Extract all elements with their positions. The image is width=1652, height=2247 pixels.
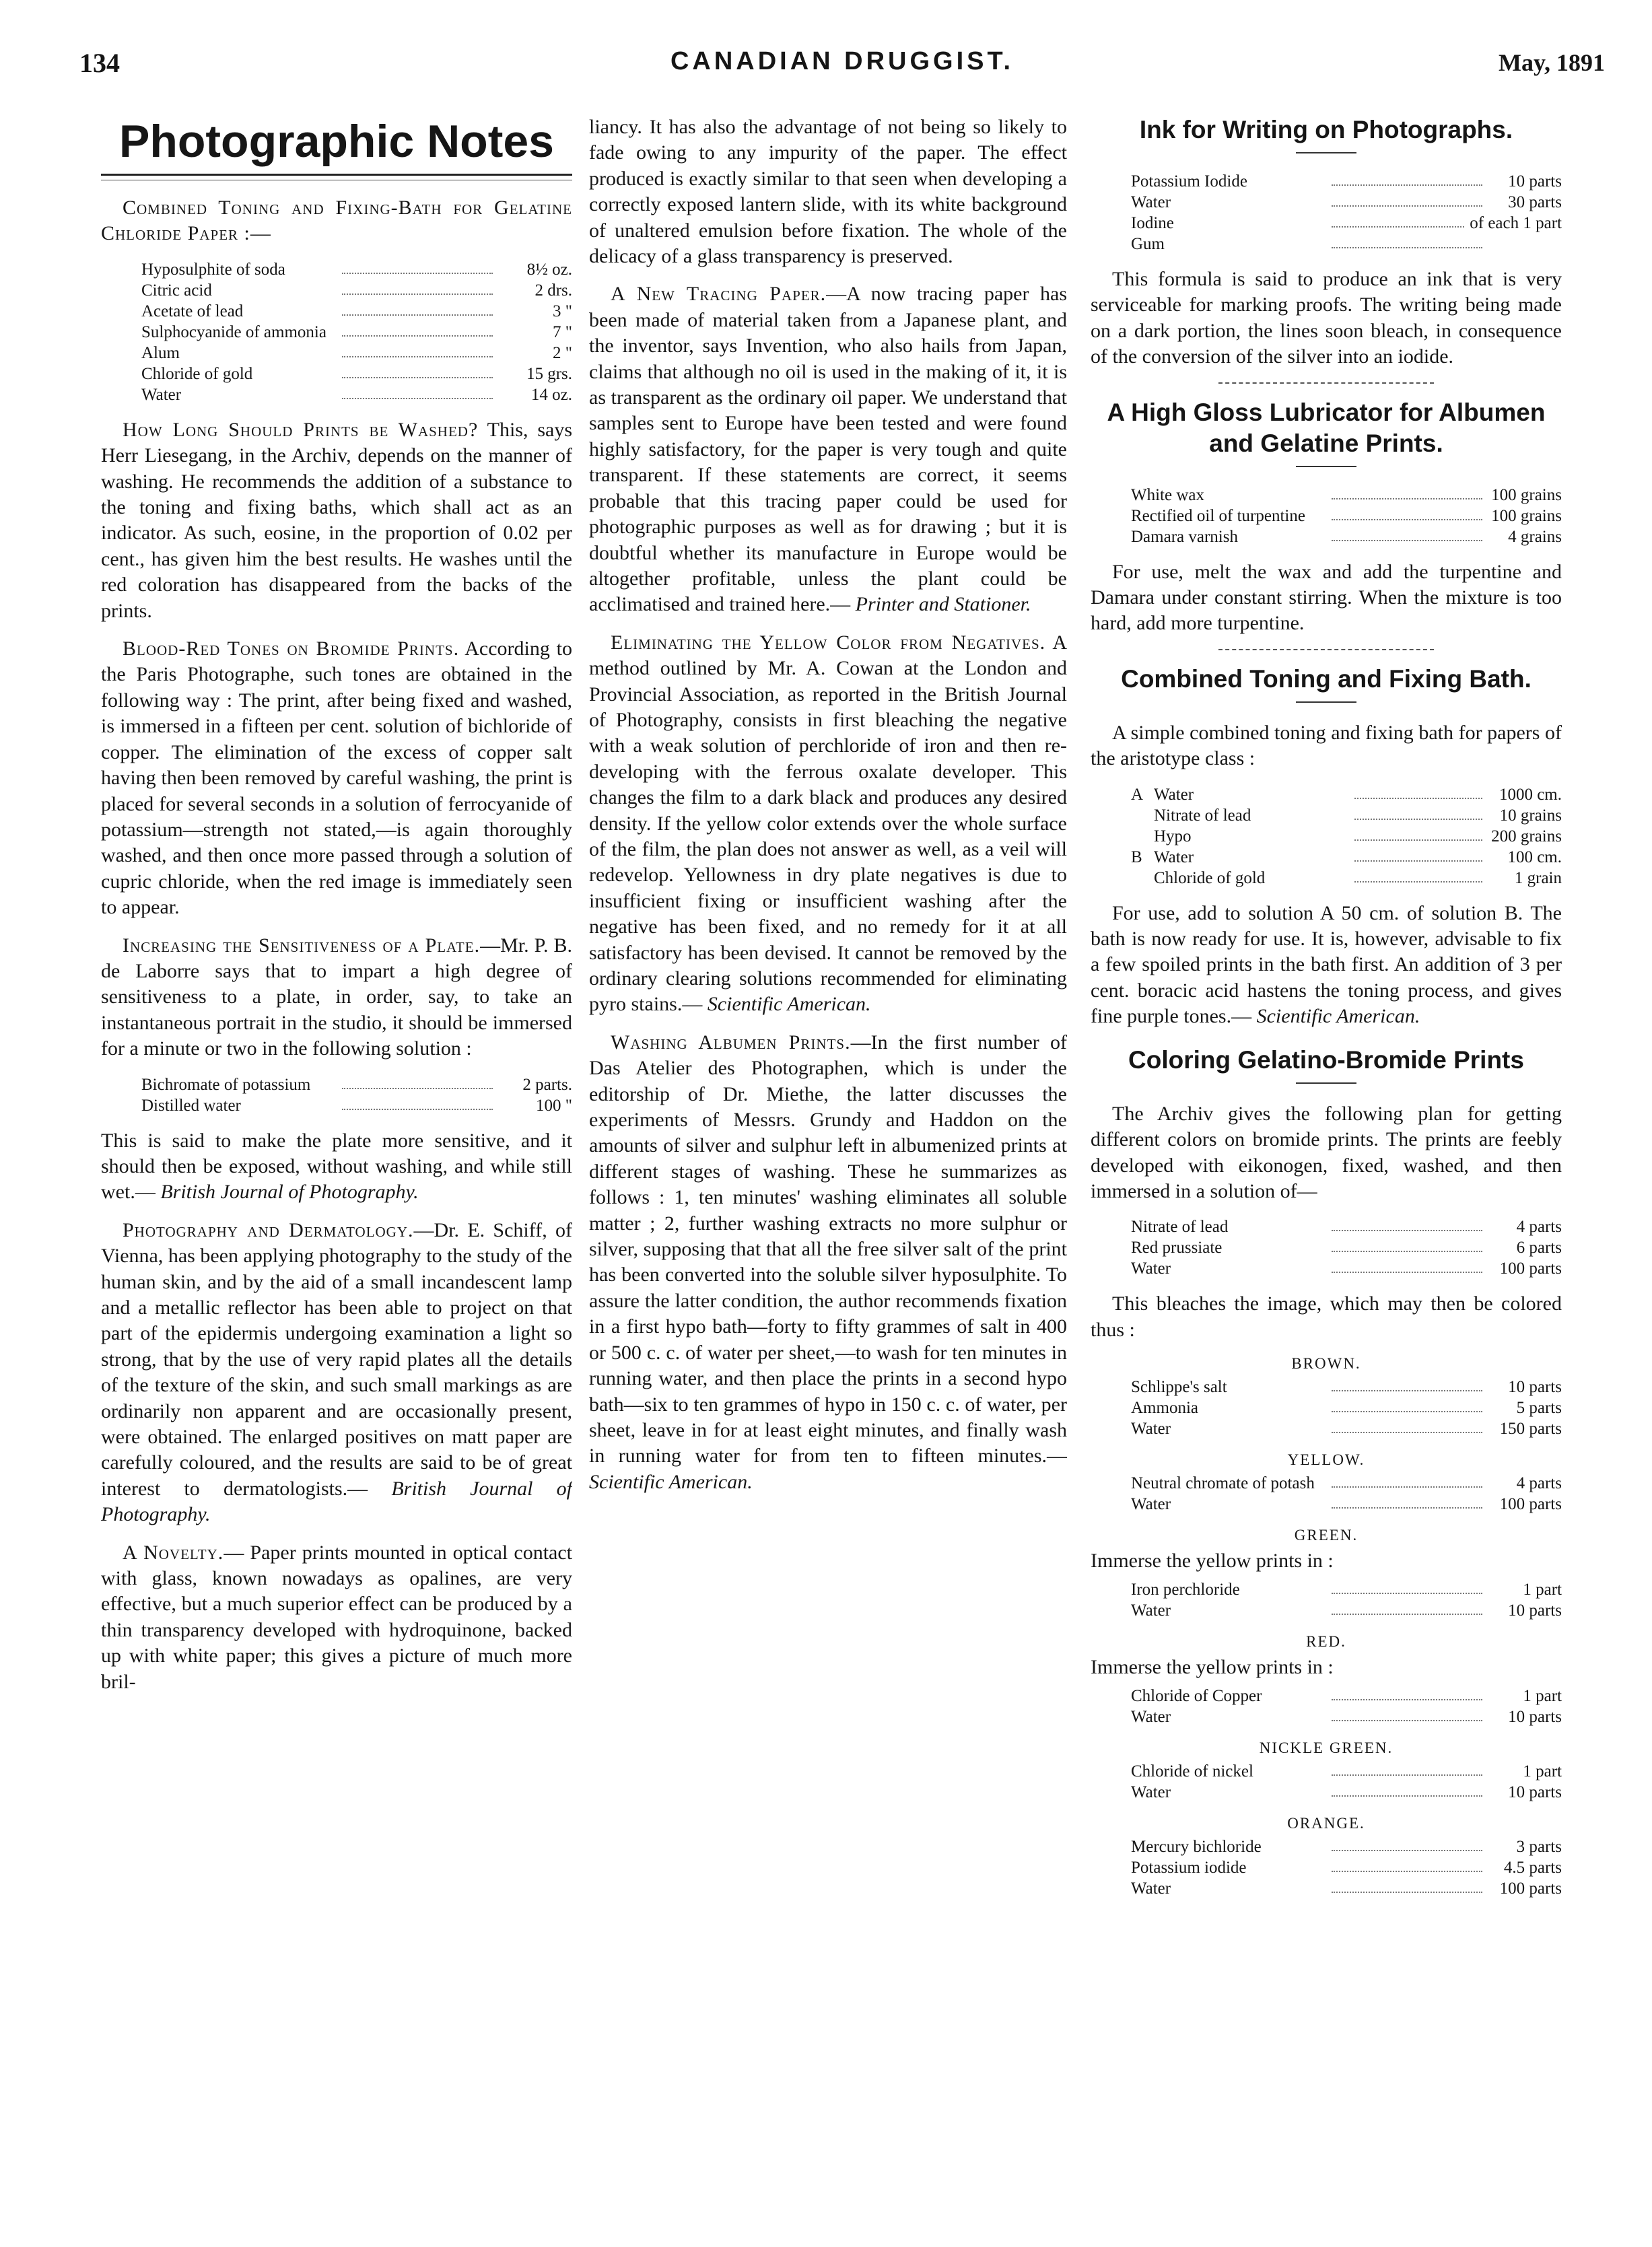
short-rule xyxy=(1296,152,1356,153)
ingredient-name: Chloride of nickel xyxy=(1131,1762,1253,1781)
recipe-row xyxy=(1131,1836,1562,1857)
recipe-label: A xyxy=(1131,785,1144,804)
recipe-row xyxy=(1131,1761,1562,1782)
ingredient-amount: 100 " xyxy=(536,1096,572,1115)
article-heading: Combined Toning and Fixing-Bath for Gelatine Chloride Paper :— xyxy=(101,197,572,245)
recipe-row xyxy=(1131,192,1562,213)
article-source: Scientific American. xyxy=(707,993,871,1016)
ingredient-amount: 7 " xyxy=(553,322,572,341)
leader-dots xyxy=(1332,1878,1482,1893)
instruction-text: Immerse the yellow prints in : xyxy=(1091,1550,1334,1572)
recipe-row xyxy=(1131,1237,1562,1258)
recipe-row xyxy=(141,384,572,405)
leader-dots xyxy=(342,384,493,399)
heading-coloring-prints: Coloring Gelatino-Bromide Prints xyxy=(1128,1045,1524,1074)
color-label-nickle-green: NICKLE GREEN. xyxy=(1259,1739,1393,1757)
ingredient-amount: 3 parts xyxy=(1516,1838,1562,1857)
recipe-table xyxy=(1131,1579,1562,1621)
ingredient-name: Water xyxy=(1154,848,1194,866)
recipe-table xyxy=(141,1074,572,1116)
ingredient-amount: 2 " xyxy=(553,343,572,362)
ingredient-name: Nitrate of lead xyxy=(1154,806,1251,825)
ingredient-name: Sulphocyanide of ammonia xyxy=(141,322,326,341)
article-source: Scientific American. xyxy=(1256,1005,1420,1028)
article-text: This formula is said to produce an ink that is very serviceable for marking proofs. The writing being made on a dark portion, the lines soon bleach, in consequence of the conversion of the silver into an iodide. xyxy=(1091,268,1562,368)
leader-dots xyxy=(1332,1761,1482,1776)
article-tracing-paper xyxy=(589,281,1067,617)
recipe-row xyxy=(1131,1878,1562,1899)
recipe-table xyxy=(1131,1761,1562,1803)
recipe-row xyxy=(1131,1600,1562,1621)
ingredient-name: Water xyxy=(1154,785,1194,804)
leader-dots xyxy=(1332,171,1482,186)
leader-dots xyxy=(1332,1418,1482,1433)
ingredient-amount: 1 part xyxy=(1523,1581,1562,1599)
article-source: British Journal of Photography. xyxy=(160,1181,419,1204)
article-heading: Increasing the Sensitiveness of a Plate. xyxy=(123,934,481,957)
leader-dots xyxy=(342,364,493,378)
leader-dots xyxy=(1354,868,1482,883)
separator-rule xyxy=(1218,649,1434,650)
ingredient-name: Citric acid xyxy=(141,281,212,300)
ingredient-name: Hyposulphite of soda xyxy=(141,260,285,279)
ingredient-amount: 4.5 parts xyxy=(1503,1859,1562,1877)
recipe-label: B xyxy=(1131,848,1142,866)
leader-dots xyxy=(1332,234,1482,248)
leader-dots xyxy=(1332,1377,1482,1391)
recipe-label xyxy=(1131,826,1154,847)
ingredient-amount: 8½ oz. xyxy=(526,260,572,279)
leader-dots xyxy=(342,301,493,316)
ingredient-name: Chloride of gold xyxy=(1154,868,1266,887)
ingredient-name: Chloride of gold xyxy=(141,364,253,383)
article-sensitiveness xyxy=(101,933,572,1062)
ingredient-amount: 4 parts xyxy=(1516,1218,1562,1237)
article-text: —Dr. E. Schiff, of Vienna, has been applying photography to the study of the human skin, and by the aid of a small incandescent lamp and a metallic reflector has been able to project on that part of the epidermis undergoing examination a light so strong, that by the use of very rapid plates all the details of the texture of the skin, and such small markings as are ordinarily non apparent and are occasionally present, were obtained. The enlarged positives on matt paper are carefully coloured, and the results are said to be of great interest to dermatologists.— xyxy=(101,1218,572,1500)
article-text: For use, melt the wax and add the turpentine and Damara under constant stirring. When the mixture is too hard, add more turpentine. xyxy=(1091,560,1562,635)
leader-dots xyxy=(1332,526,1482,541)
article-source: Printer and Stationer. xyxy=(855,593,1031,616)
short-rule xyxy=(1296,701,1356,703)
recipe-label xyxy=(1131,805,1154,826)
recipe-row xyxy=(1131,805,1562,826)
ingredient-name: Water xyxy=(1131,1708,1171,1727)
recipe-row xyxy=(1131,868,1562,889)
ingredient-name: Potassium iodide xyxy=(1131,1859,1247,1877)
leader-dots xyxy=(342,1095,493,1110)
ingredient-amount: 10 parts xyxy=(1508,1783,1562,1802)
recipe-row xyxy=(1131,847,1562,868)
leader-dots xyxy=(1332,1857,1482,1872)
recipe-row xyxy=(141,364,572,384)
leader-dots xyxy=(342,259,493,274)
article-text: —In the first number of Das Atelier des Photographen, which is under the editorship of Dr. Miethe, the latter discusses the experiments of Messrs. Grundy and Haddon on the amounts of silver and sulphur left in albumenized prints at different stages of washing. These he summarizes as follows : 1, ten minutes' washing eliminates all soluble matter ; 2, further washing extracts no more sulphur or silver, supposing that that all the free silver salt of the print has been converted into the soluble silver hyposulphite. To assure the latter condition, the author recommends fixation in a first hypo bath—forty to fifty grammes of salt in 400 or 500 c. c. of water per sheet,—to wash for ten minutes in running water, and then place the prints in a second hypo bath—six to ten grammes of hypo in 150 c. c. of water, per sheet, leave in for at least eight minutes, and finally wash in running water for from ten to fifteen minutes.— xyxy=(589,1031,1067,1467)
instruction-text: Immerse the yellow prints in : xyxy=(1091,1656,1334,1679)
recipe-table xyxy=(1131,1216,1562,1279)
recipe-row xyxy=(1131,1216,1562,1237)
leader-dots xyxy=(1332,1397,1482,1412)
color-label-brown: BROWN. xyxy=(1291,1355,1361,1373)
article-heading: A New Tracing Paper. xyxy=(611,283,827,306)
ingredient-amount: 15 grs. xyxy=(526,364,572,383)
article-continuation xyxy=(101,1128,572,1206)
ingredient-amount: 1000 cm. xyxy=(1499,785,1562,804)
article-heading: A Novelty. xyxy=(123,1541,224,1564)
leader-dots xyxy=(1332,1579,1482,1594)
recipe-row xyxy=(141,322,572,343)
ingredient-name: Water xyxy=(1131,1783,1171,1802)
article-text: This bleaches the image, which may then be colored thus : xyxy=(1091,1292,1562,1341)
ingredient-name: Water xyxy=(141,385,182,404)
recipe-row xyxy=(1131,1473,1562,1494)
article-text: A simple combined toning and fixing bath for papers of the aristotype class : xyxy=(1091,721,1562,770)
leader-dots xyxy=(342,322,493,337)
heading-gloss-lubricator: A High Gloss Lubricator for Albumen and Gelatine Prints. xyxy=(1107,398,1546,457)
ingredient-amount: 100 parts xyxy=(1499,1495,1562,1514)
leader-dots xyxy=(1332,1237,1482,1252)
recipe-row xyxy=(1131,1782,1562,1803)
leader-dots xyxy=(1332,1473,1482,1488)
ingredient-name: Schlippe's salt xyxy=(1131,1378,1227,1397)
page-number: 134 xyxy=(79,48,120,78)
article-text: —A now tracing paper has been made of material taken from a Japanese plant, and the inventor, says Invention, who also hails from Japan, claims that although no oil is used in the making of it, it is as transparent as the ordinary oil paper. We understand that samples sent to Europe have been tested and were found highly satisfactory, for the paper is very tough and quite transparent. If these statements are correct, it seems probable that this tracing paper could be used for photographic purposes as well as for drawing ; but it is doubtful whether its manufacture in Europe would be altogether profitable, unless the plant could be acclimatised and trained here.— xyxy=(589,283,1067,616)
article-text: This, says Herr Liesegang, in the Archiv, depends on the manner of washing. He recommends the addition of a substance to the toning and fixing baths, which shall act as an indicator. As such, eosine, in the proportion of 0.02 per cent., has given him the best results. He washes until the red coloration has disappeared from the backs of the prints. xyxy=(101,418,572,622)
ingredient-amount: 100 cm. xyxy=(1507,848,1562,866)
article-heading: Blood-Red Tones on Bromide Prints. xyxy=(123,637,460,660)
journal-title: CANADIAN DRUGGIST. xyxy=(670,47,1014,75)
heading-combined-toning: Combined Toning and Fixing Bath. xyxy=(1121,664,1531,693)
article-dermatology xyxy=(101,1218,572,1528)
recipe-row xyxy=(1131,1686,1562,1706)
article-washing-albumen xyxy=(589,1030,1067,1495)
ingredient-amount: of each 1 part xyxy=(1470,214,1562,232)
recipe-table xyxy=(1131,485,1562,547)
ingredient-name: Chloride of Copper xyxy=(1131,1687,1262,1706)
recipe-table xyxy=(1131,1473,1562,1515)
ingredient-amount: 4 parts xyxy=(1516,1474,1562,1493)
ingredient-amount: 3 " xyxy=(553,302,572,320)
recipe-row xyxy=(1131,1579,1562,1600)
ingredient-amount: 100 parts xyxy=(1499,1259,1562,1278)
article-washing-prints xyxy=(101,417,572,624)
ingredient-amount: 100 grains xyxy=(1491,506,1562,525)
recipe-row xyxy=(141,1074,572,1095)
ingredient-amount: 2 drs. xyxy=(535,281,572,300)
leader-dots xyxy=(1332,1216,1482,1231)
leader-dots xyxy=(342,1074,493,1089)
recipe-row xyxy=(1131,526,1562,547)
ingredient-name: Water xyxy=(1131,1601,1171,1620)
recipe-row xyxy=(1131,213,1562,234)
leader-dots xyxy=(1354,847,1482,862)
heading-ink-photographs: Ink for Writing on Photographs. xyxy=(1139,116,1513,143)
article-text: This is said to make the plate more sensitive, and it should then be exposed, without washing, and while still wet.— xyxy=(101,1129,572,1204)
ingredient-amount: 4 grains xyxy=(1508,527,1562,546)
article-text: For use, add to solution A 50 cm. of solution B. The bath is now ready for use. It is, however, advisable to fix a few spoiled prints in the bath first. An addition of 3 per cent. boracic acid hastens the toning process, and gives fine purple tones.— xyxy=(1091,901,1562,1028)
section-title: Photographic Notes xyxy=(118,116,555,167)
column-2 xyxy=(589,114,1067,2201)
ingredient-amount: 30 parts xyxy=(1508,193,1562,211)
ingredient-name: Iron perchloride xyxy=(1131,1581,1240,1599)
ingredient-amount: 100 grains xyxy=(1491,485,1562,504)
ingredient-name: Rectified oil of turpentine xyxy=(1131,506,1305,525)
leader-dots xyxy=(1354,784,1482,799)
article-text: — Paper prints mounted in optical contact with glass, known nowadays as opalines, are very effective, but a much superior effect can be produced by a thin transparency developed with hydroquinone, backed up with white paper; this gives a picture of much more bril- xyxy=(101,1541,572,1693)
page-header xyxy=(79,47,1605,96)
article-heading: Photography and Dermatology. xyxy=(123,1218,414,1241)
leader-dots xyxy=(342,280,493,295)
ingredient-name: Alum xyxy=(141,343,180,362)
recipe-row xyxy=(1131,171,1562,192)
ingredient-name: Acetate of lead xyxy=(141,302,244,320)
article-text: A method outlined by Mr. A. Cowan at the London and Provincial Association, as reported in the British Journal of Photography, consists in first bleaching the negative with a weak solution of perchloride of iron and then re-developing with the ferrous oxalate developer. This changes the film to a dark black and produces any desired density. If the yellow color extends over the whole surface of the film, the plan does not answer as well, as a veil will redevelop. Yellowness in dry plate negatives is due to insufficient fixing or insufficient washing after the negative has been fixed, and no remedy for it at all satisfactory has been devised. It cannot be removed by the ordinary clearing solutions recommended for eliminating pyro stains.— xyxy=(589,631,1067,1016)
ingredient-name: Bichromate of potassium xyxy=(141,1075,311,1094)
recipe-row xyxy=(1131,784,1562,805)
color-label-green: GREEN. xyxy=(1294,1527,1358,1544)
recipe-table xyxy=(1131,1836,1562,1899)
ingredient-amount: 1 part xyxy=(1523,1687,1562,1706)
ingredient-name: Water xyxy=(1131,1879,1171,1898)
article-heading: Eliminating the Yellow Color from Negatives. xyxy=(611,631,1046,654)
ingredient-name: Mercury bichloride xyxy=(1131,1838,1262,1857)
color-label-red: RED. xyxy=(1306,1633,1346,1651)
ingredient-name: Water xyxy=(1131,1259,1171,1278)
recipe-row xyxy=(1131,506,1562,526)
ingredient-amount: 5 parts xyxy=(1516,1399,1562,1418)
separator-rule xyxy=(1218,382,1434,384)
leader-dots xyxy=(1332,1706,1482,1721)
leader-dots xyxy=(1354,826,1482,841)
article-continuation xyxy=(1091,901,1562,1030)
ingredient-amount: 6 parts xyxy=(1516,1239,1562,1257)
ingredient-name: Water xyxy=(1131,1495,1171,1514)
ingredient-amount: 200 grains xyxy=(1491,827,1562,845)
ingredient-name: Water xyxy=(1131,193,1171,211)
article-text: —Mr. P. B. de Laborre says that to impart a high degree of sensitiveness to a plate, in order, say, to take an instantaneous portrait in the studio, it should be immersed for a minute or two in the following solution : xyxy=(101,934,572,1060)
article-novelty xyxy=(101,1540,572,1695)
article-toning-bath-heading xyxy=(101,195,572,247)
recipe-row xyxy=(1131,1857,1562,1878)
recipe-table xyxy=(1131,1686,1562,1727)
leader-dots xyxy=(1332,1258,1482,1273)
article-text: The Archiv gives the following plan for getting different colors on bromide prints. The prints are feebly developed with eikonogen, fixed, washed, and then immersed in a solution of— xyxy=(1091,1102,1562,1202)
ingredient-name: White wax xyxy=(1131,485,1204,504)
article-text: liancy. It has also the advantage of not being so likely to fade owing to any impurity of the paper. The effect produced is exactly similar to that seen when developing a correctly exposed lantern slide, with its white background of unaltered emulsion before fixation. The whole of the delicacy of a glass transparency is preserved. xyxy=(589,116,1067,268)
recipe-row xyxy=(1131,1258,1562,1279)
recipe-table xyxy=(141,259,572,405)
recipe-row xyxy=(141,301,572,322)
article-heading: Washing Albumen Prints. xyxy=(611,1031,851,1053)
ingredient-name: Damara varnish xyxy=(1131,527,1238,546)
leader-dots xyxy=(1332,1494,1482,1509)
ingredient-amount: 100 parts xyxy=(1499,1879,1562,1898)
article-text: According to the Paris Photographe, such tones are obtained in the following way : The print, after being fixed and washed, is immersed in a fifteen per cent. solution of bichloride of copper. The elimination of the excess of copper salt having then been removed by careful washing, the print is placed for several seconds in a solution of ferrocyanide of potassium—strength not stated,—is again thoroughly washed, and then once more passed through a solution of cupric chloride, when the red image is immediately seen to appear. xyxy=(101,637,572,919)
ingredient-amount: 10 parts xyxy=(1508,172,1562,191)
recipe-table xyxy=(1131,1377,1562,1439)
ingredient-name: Hypo xyxy=(1154,827,1192,845)
leader-dots xyxy=(1332,1686,1482,1700)
ingredient-amount: 1 part xyxy=(1523,1762,1562,1781)
article-blood-red-tones xyxy=(101,636,572,920)
ingredient-name: Potassium Iodide xyxy=(1131,172,1247,191)
recipe-label xyxy=(1131,868,1154,889)
article-novelty-continued xyxy=(589,114,1067,269)
ingredient-amount: 150 parts xyxy=(1499,1420,1562,1439)
ingredient-amount xyxy=(1488,234,1562,254)
leader-dots xyxy=(1354,805,1482,820)
leader-dots xyxy=(1332,213,1464,228)
recipe-row xyxy=(1131,1706,1562,1727)
column-3 xyxy=(1091,114,1562,2201)
ingredient-amount: 14 oz. xyxy=(530,385,572,404)
leader-dots xyxy=(1332,192,1482,207)
ingredient-name: Ammonia xyxy=(1131,1399,1198,1418)
recipe-row xyxy=(141,343,572,364)
recipe-row xyxy=(141,1095,572,1116)
leader-dots xyxy=(1332,485,1482,499)
recipe-row xyxy=(141,280,572,301)
ingredient-name: Neutral chromate of potash xyxy=(1131,1474,1315,1493)
recipe-row xyxy=(1131,1494,1562,1515)
recipe-row xyxy=(1131,234,1562,254)
short-rule xyxy=(1296,466,1356,467)
ingredient-name: Gum xyxy=(1131,235,1165,253)
ingredient-amount: 10 parts xyxy=(1508,1601,1562,1620)
ingredient-name: Iodine xyxy=(1131,214,1174,232)
recipe-table xyxy=(1131,171,1562,254)
recipe-row xyxy=(1131,1397,1562,1418)
ingredient-amount: 2 parts. xyxy=(522,1075,572,1094)
ingredient-amount: 10 parts xyxy=(1508,1378,1562,1397)
ingredient-name: Nitrate of lead xyxy=(1131,1218,1229,1237)
leader-dots xyxy=(342,343,493,357)
ingredient-amount: 10 grains xyxy=(1499,806,1562,825)
title-rule xyxy=(101,174,572,180)
leader-dots xyxy=(1332,1836,1482,1851)
leader-dots xyxy=(1332,1600,1482,1615)
article-source: Scientific American. xyxy=(589,1470,753,1493)
color-label-orange: ORANGE. xyxy=(1287,1815,1365,1832)
recipe-table xyxy=(1131,784,1562,889)
article-yellow-color xyxy=(589,630,1067,1018)
recipe-row xyxy=(1131,826,1562,847)
recipe-row xyxy=(1131,1418,1562,1439)
recipe-row xyxy=(141,259,572,280)
ingredient-name: Water xyxy=(1131,1420,1171,1439)
article-heading: How Long Should Prints be Washed? xyxy=(123,418,479,441)
ingredient-amount: 10 parts xyxy=(1508,1708,1562,1727)
issue-date: May, 1891 xyxy=(1499,49,1605,76)
column-1 xyxy=(101,114,572,2201)
recipe-row xyxy=(1131,485,1562,506)
ingredient-name: Red prussiate xyxy=(1131,1239,1223,1257)
short-rule xyxy=(1296,1082,1356,1084)
recipe-row xyxy=(1131,1377,1562,1397)
article-source: British Journal of Photography. xyxy=(101,1477,572,1526)
leader-dots xyxy=(1332,1782,1482,1797)
ingredient-name: Distilled water xyxy=(141,1096,241,1115)
leader-dots xyxy=(1332,506,1482,520)
ingredient-amount: 1 grain xyxy=(1514,868,1562,887)
color-label-yellow: YELLOW. xyxy=(1287,1451,1365,1469)
